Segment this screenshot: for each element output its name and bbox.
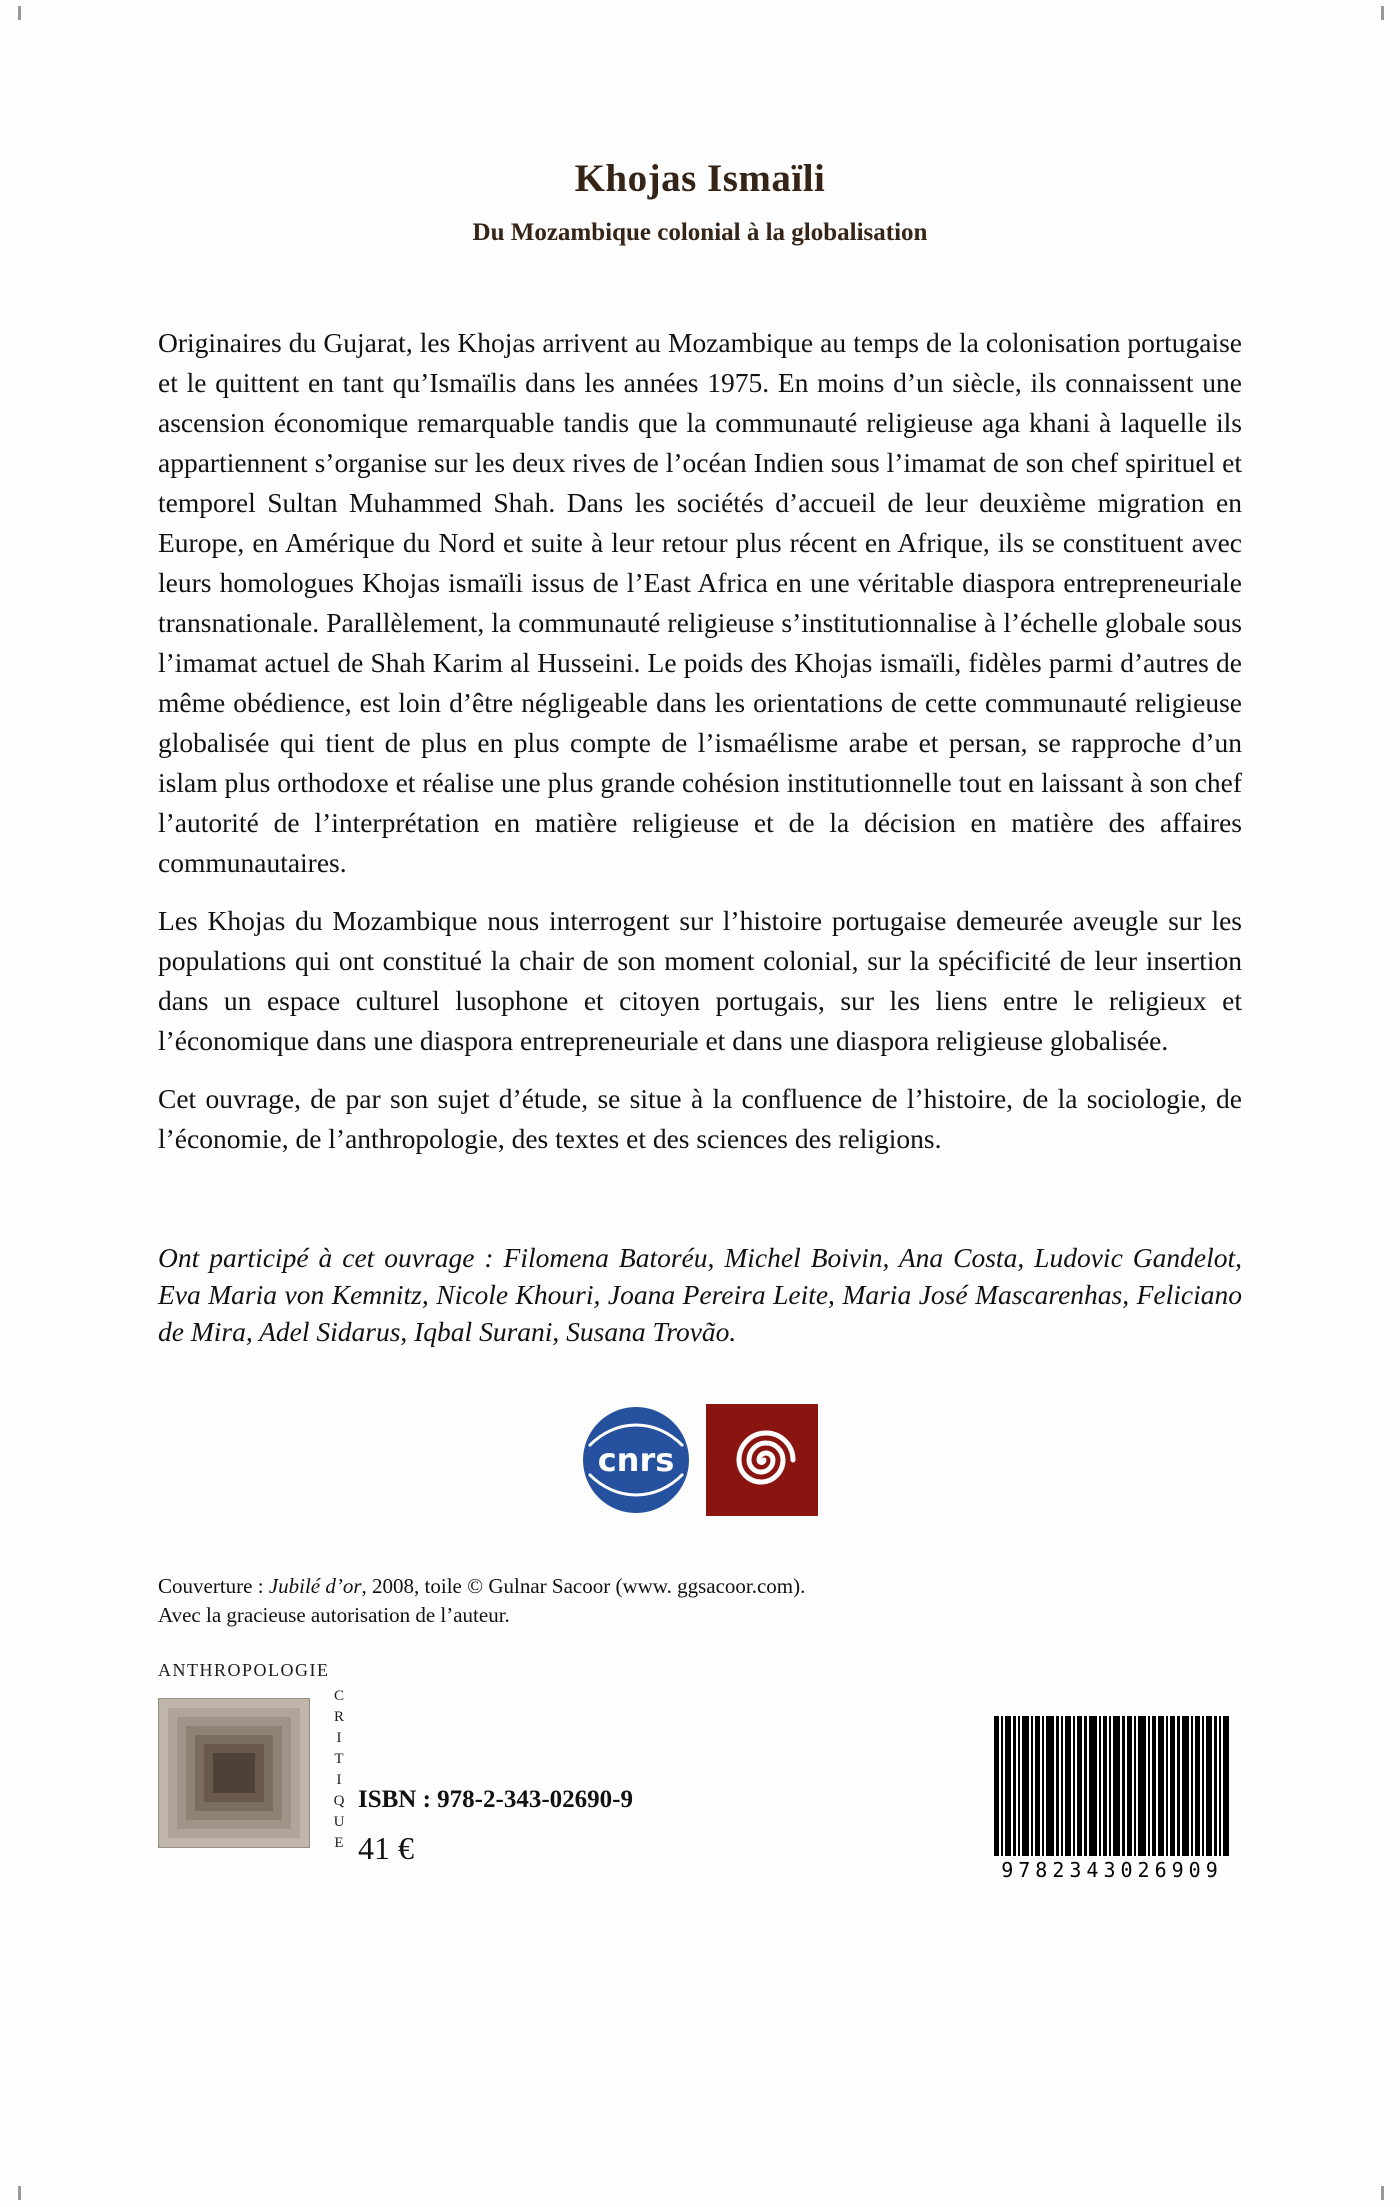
crop-mark xyxy=(1381,2186,1384,2200)
synopsis-paragraph-2: Les Khojas du Mozambique nous interrogent sur l’histoire portugaise demeurée aveugle sur les populations qui ont constitué la chair de son moment colonial, sur la spécificité de leur insertion dans un espace culturel lusophone et citoyen portugais, sur les liens entre le religieux et l’économique dans une diaspora entrepreneuriale et dans une diaspora religieuse globalisée. xyxy=(158,905,1242,1056)
collection-logo xyxy=(158,1698,310,1848)
price: 41 € xyxy=(358,1830,414,1866)
contributors-paragraph: Ont participé à cet ouvrage : Filomena Batoréu, Michel Boivin, Ana Costa, Ludovic Gandelot, Eva Maria von Kemnitz, Nicole Khouri, Joana Pereira Leite, Maria José Mascarenhas, Feliciano de Mira, Adel Sidarus, Iqbal Surani, Susana Trovão. xyxy=(158,1242,1242,1347)
vertical-letter: C xyxy=(333,1688,344,1704)
footer xyxy=(158,1660,1242,1900)
vertical-letter: U xyxy=(333,1814,345,1830)
crop-mark xyxy=(18,2186,21,2200)
cover-credit-prefix: Couverture : xyxy=(158,1574,269,1598)
permission-line: Avec la gracieuse autorisation de l’auteur. xyxy=(158,1603,510,1627)
vertical-letter: I xyxy=(336,1730,342,1746)
cover-artwork-title: Jubilé d’or xyxy=(268,1574,362,1598)
synopsis-paragraph-3: Cet ouvrage, de par son sujet d’étude, se situe à la confluence de l’histoire, de la sociologie, de l’économie, de l’anthropologie, des textes et des sciences des religions. xyxy=(158,1083,1242,1154)
cnrs-logo-text: cnrs xyxy=(597,1441,675,1479)
cover-credit-line xyxy=(158,1572,1242,1601)
barcode-bars xyxy=(992,1716,1232,1856)
content-column xyxy=(158,0,1242,1900)
vertical-letter: I xyxy=(336,1772,342,1788)
isbn: ISBN : 978-2-343-02690-9 xyxy=(358,1786,633,1813)
publisher-logos xyxy=(158,1404,1242,1516)
synopsis-paragraph-1: Originaires du Gujarat, les Khojas arrivent au Mozambique au temps de la colonisation portugaise et le quittent en tant qu’Ismaïlis dans les années 1975. En moins d’un siècle, ils connaissent une ascension économique remarquable tandis que la communauté religieuse aga khani à laquelle ils appartiennent s’organise sur les deux rives de l’océan Indien sous l’imamat de son chef spirituel et temporel Sultan Muhammed Shah. Dans les sociétés d’accueil de leur deuxième migration en Europe, en Amérique du Nord et suite à leur retour plus récent en Afrique, ils se constituent avec leurs homologues Khojas ismaïli issus de l’East Africa en une véritable diaspora entrepreneuriale transnationale. Parallèlement, la communauté religieuse s’institutionnalise à l’échelle globale sous l’imamat actuel de Shah Karim al Husseini. Le poids des Khojas ismaïli, fidèles parmi d’autres de même obédience, est loin d’être négligeable dans les orientations de cette communauté religieuse globalisée qui tient de plus en plus compte de l’ismaélisme arabe et persan, se rapproche d’un islam plus orthodoxe et réalise une plus grande cohésion institutionnelle tout en laissant à son chef l’autorité de l’interprétation en matière religieuse et de la décision en matière des affaires communautaires. xyxy=(158,327,1242,878)
cover-credit-suffix: , 2008, toile © Gulnar Sacoor (www. ggsacoor.com). xyxy=(361,1574,806,1598)
cover-credits xyxy=(158,1572,1242,1630)
book-title: Khojas Ismaïli xyxy=(574,157,826,200)
barcode xyxy=(992,1716,1232,1882)
spiral-logo xyxy=(706,1404,818,1516)
collection-vertical-label xyxy=(328,1688,350,1852)
logo-layer xyxy=(213,1753,255,1793)
crop-mark xyxy=(1381,6,1384,20)
book-subtitle: Du Mozambique colonial à la globalisation xyxy=(472,219,928,246)
barcode-number: 9782343026909 xyxy=(1001,1858,1223,1882)
crop-mark xyxy=(18,6,21,20)
cnrs-logo xyxy=(582,1406,690,1514)
collection-name: ANTHROPOLOGIE xyxy=(158,1660,330,1680)
vertical-letter: Q xyxy=(333,1793,345,1809)
vertical-letter: R xyxy=(333,1709,344,1725)
vertical-letter: E xyxy=(334,1835,344,1851)
vertical-letter: T xyxy=(334,1751,344,1767)
